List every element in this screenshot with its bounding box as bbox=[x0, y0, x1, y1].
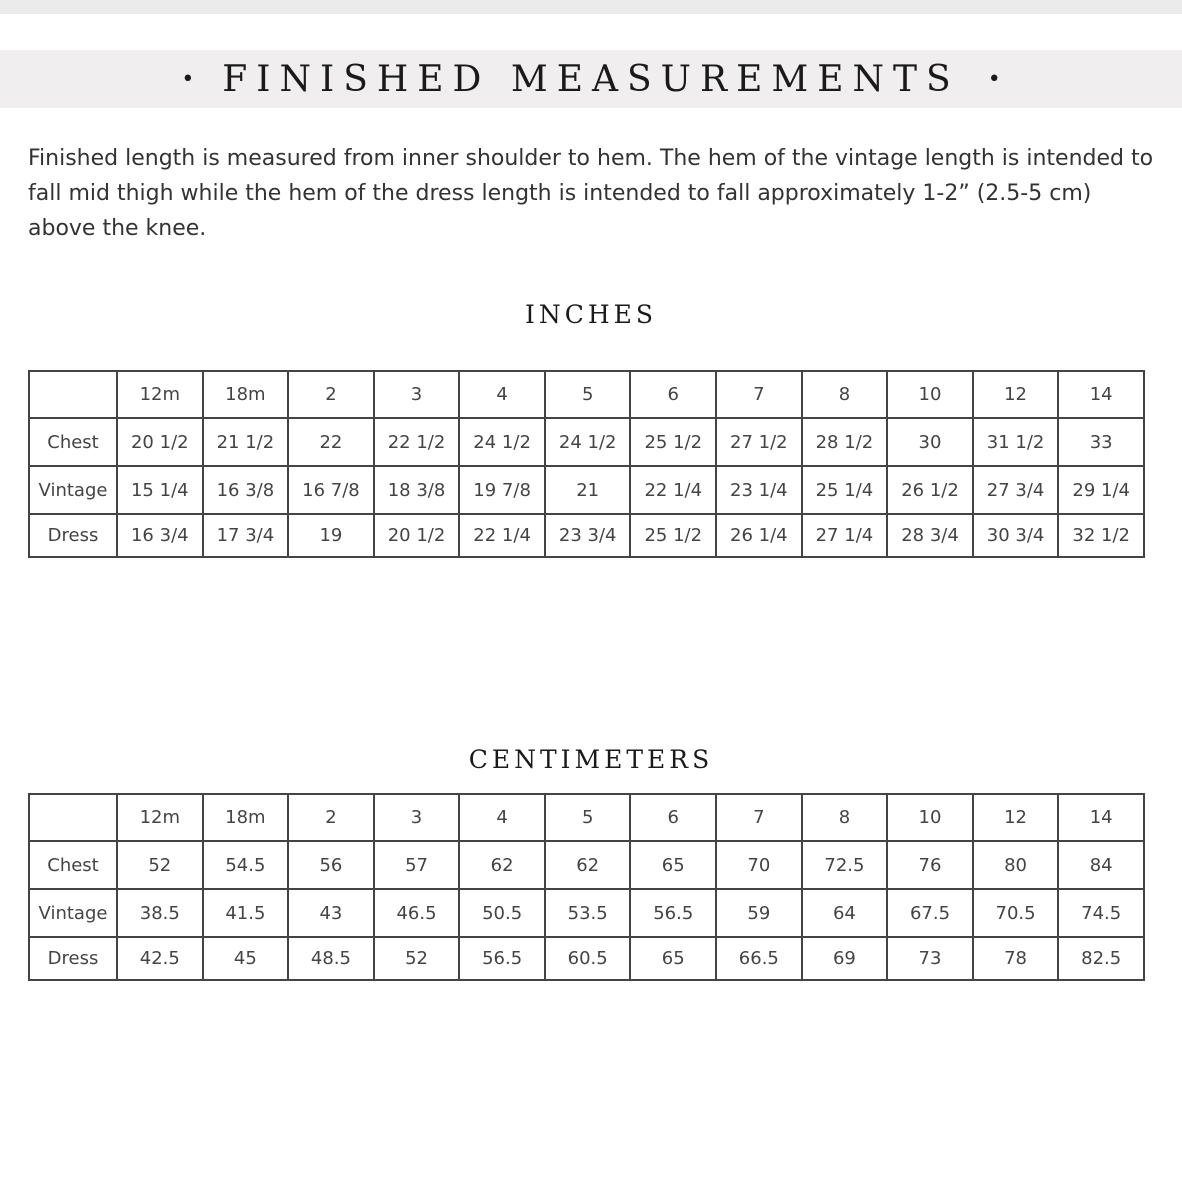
table-cell: 30 bbox=[887, 418, 973, 466]
table-cell: 24 1/2 bbox=[459, 418, 545, 466]
table-cell: 69 bbox=[802, 937, 888, 980]
size-header: 2 bbox=[288, 794, 374, 841]
table-cell: 20 1/2 bbox=[117, 418, 203, 466]
table-cell: 29 1/4 bbox=[1058, 466, 1144, 514]
table-cell: 45 bbox=[203, 937, 289, 980]
table-cell: 54.5 bbox=[203, 841, 289, 889]
table-cell: 64 bbox=[802, 889, 888, 937]
table-cell: 65 bbox=[630, 937, 716, 980]
size-header: 6 bbox=[630, 371, 716, 418]
row-label: Vintage bbox=[29, 466, 117, 514]
centimeters-heading: CENTIMETERS bbox=[468, 745, 714, 774]
size-header: 18m bbox=[203, 371, 289, 418]
table-cell: 53.5 bbox=[545, 889, 631, 937]
size-header: 10 bbox=[887, 794, 973, 841]
corner-cell bbox=[29, 794, 117, 841]
table-cell: 22 1/2 bbox=[374, 418, 460, 466]
table-row-chest bbox=[29, 418, 1144, 466]
table-cell: 56.5 bbox=[459, 937, 545, 980]
table-cell: 42.5 bbox=[117, 937, 203, 980]
table-cell: 23 3/4 bbox=[545, 514, 631, 557]
size-header: 2 bbox=[288, 371, 374, 418]
row-label: Dress bbox=[29, 514, 117, 557]
size-header-row bbox=[29, 371, 1144, 418]
table-cell: 60.5 bbox=[545, 937, 631, 980]
table-cell: 21 1/2 bbox=[203, 418, 289, 466]
table-cell: 84 bbox=[1058, 841, 1144, 889]
size-header: 8 bbox=[802, 794, 888, 841]
size-header: 5 bbox=[545, 371, 631, 418]
intro-paragraph: Finished length is measured from inner shoulder to hem. The hem of the vintage length is intended to fall mid thigh while the hem of the dress length is intended to fall approximately 1-2” (2.5-5 cm) above the knee. bbox=[28, 146, 1154, 241]
size-header: 14 bbox=[1058, 371, 1144, 418]
table-cell: 52 bbox=[374, 937, 460, 980]
table-cell: 26 1/2 bbox=[887, 466, 973, 514]
size-header: 6 bbox=[630, 794, 716, 841]
table-cell: 21 bbox=[545, 466, 631, 514]
table-cell: 24 1/2 bbox=[545, 418, 631, 466]
table-cell: 70 bbox=[716, 841, 802, 889]
table-cell: 32 1/2 bbox=[1058, 514, 1144, 557]
table-cell: 56.5 bbox=[630, 889, 716, 937]
table-cell: 76 bbox=[887, 841, 973, 889]
table-cell: 30 3/4 bbox=[973, 514, 1059, 557]
size-header: 18m bbox=[203, 794, 289, 841]
table-cell: 17 3/4 bbox=[203, 514, 289, 557]
table-cell: 41.5 bbox=[203, 889, 289, 937]
centimeters-table bbox=[28, 793, 1145, 981]
table-cell: 80 bbox=[973, 841, 1059, 889]
table-cell: 62 bbox=[459, 841, 545, 889]
corner-cell bbox=[29, 371, 117, 418]
table-cell: 67.5 bbox=[887, 889, 973, 937]
table-cell: 16 3/4 bbox=[117, 514, 203, 557]
table-cell: 52 bbox=[117, 841, 203, 889]
table-cell: 46.5 bbox=[374, 889, 460, 937]
table-cell: 26 1/4 bbox=[716, 514, 802, 557]
table-cell: 25 1/2 bbox=[630, 514, 716, 557]
size-header: 3 bbox=[374, 794, 460, 841]
size-header: 12 bbox=[973, 371, 1059, 418]
table-cell: 38.5 bbox=[117, 889, 203, 937]
table-cell: 16 3/8 bbox=[203, 466, 289, 514]
size-header: 14 bbox=[1058, 794, 1144, 841]
table-cell: 50.5 bbox=[459, 889, 545, 937]
table-cell: 22 bbox=[288, 418, 374, 466]
table-cell: 43 bbox=[288, 889, 374, 937]
row-label: Vintage bbox=[29, 889, 117, 937]
top-strip bbox=[0, 0, 1182, 14]
size-header: 4 bbox=[459, 794, 545, 841]
table-cell: 78 bbox=[973, 937, 1059, 980]
size-header-row bbox=[29, 794, 1144, 841]
table-cell: 19 bbox=[288, 514, 374, 557]
table-cell: 48.5 bbox=[288, 937, 374, 980]
table-cell: 22 1/4 bbox=[630, 466, 716, 514]
size-header: 3 bbox=[374, 371, 460, 418]
table-cell: 18 3/8 bbox=[374, 466, 460, 514]
size-header: 12m bbox=[117, 371, 203, 418]
table-row-vintage bbox=[29, 889, 1144, 937]
table-cell: 25 1/2 bbox=[630, 418, 716, 466]
table-cell: 73 bbox=[887, 937, 973, 980]
inches-table bbox=[28, 370, 1145, 558]
inches-heading: INCHES bbox=[524, 300, 658, 329]
size-header: 8 bbox=[802, 371, 888, 418]
table-cell: 65 bbox=[630, 841, 716, 889]
table-cell: 57 bbox=[374, 841, 460, 889]
table-cell: 82.5 bbox=[1058, 937, 1144, 980]
row-label: Chest bbox=[29, 841, 117, 889]
table-cell: 28 1/2 bbox=[802, 418, 888, 466]
table-cell: 27 1/4 bbox=[802, 514, 888, 557]
table-cell: 23 1/4 bbox=[716, 466, 802, 514]
table-row-chest bbox=[29, 841, 1144, 889]
size-header: 7 bbox=[716, 794, 802, 841]
table-cell: 59 bbox=[716, 889, 802, 937]
table-row-dress bbox=[29, 514, 1144, 557]
title-band bbox=[0, 50, 1182, 108]
row-label: Dress bbox=[29, 937, 117, 980]
table-cell: 62 bbox=[545, 841, 631, 889]
table-cell: 22 1/4 bbox=[459, 514, 545, 557]
table-cell: 31 1/2 bbox=[973, 418, 1059, 466]
table-cell: 15 1/4 bbox=[117, 466, 203, 514]
size-header: 5 bbox=[545, 794, 631, 841]
table-cell: 25 1/4 bbox=[802, 466, 888, 514]
table-cell: 16 7/8 bbox=[288, 466, 374, 514]
table-row-dress bbox=[29, 937, 1144, 980]
size-header: 10 bbox=[887, 371, 973, 418]
table-cell: 27 3/4 bbox=[973, 466, 1059, 514]
table-cell: 19 7/8 bbox=[459, 466, 545, 514]
size-header: 7 bbox=[716, 371, 802, 418]
title-bullet-right: • bbox=[987, 66, 1001, 92]
row-label: Chest bbox=[29, 418, 117, 466]
table-cell: 74.5 bbox=[1058, 889, 1144, 937]
size-header: 12 bbox=[973, 794, 1059, 841]
table-cell: 28 3/4 bbox=[887, 514, 973, 557]
page-title: FINISHED MEASUREMENTS bbox=[222, 58, 960, 100]
table-cell: 20 1/2 bbox=[374, 514, 460, 557]
size-header: 12m bbox=[117, 794, 203, 841]
table-cell: 72.5 bbox=[802, 841, 888, 889]
table-cell: 66.5 bbox=[716, 937, 802, 980]
size-header: 4 bbox=[459, 371, 545, 418]
title-bullet-left: • bbox=[181, 66, 195, 92]
table-cell: 56 bbox=[288, 841, 374, 889]
table-cell: 33 bbox=[1058, 418, 1144, 466]
table-cell: 70.5 bbox=[973, 889, 1059, 937]
table-cell: 27 1/2 bbox=[716, 418, 802, 466]
table-row-vintage bbox=[29, 466, 1144, 514]
